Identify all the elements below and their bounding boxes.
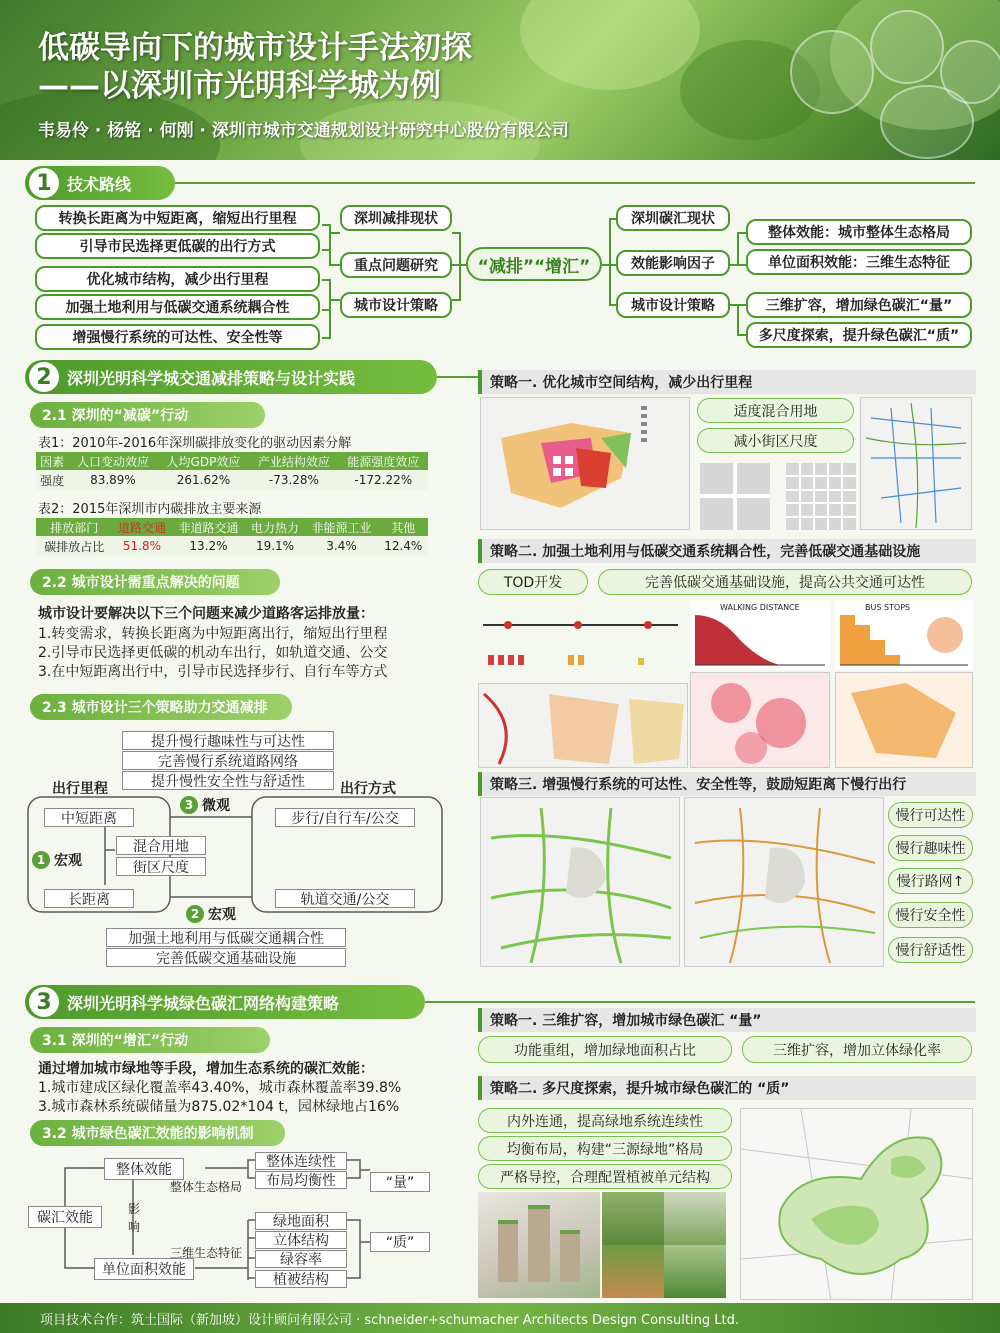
s3-strategy2-tag-1: 内外连通，提高绿地系统连续性 xyxy=(478,1108,732,1133)
unit-item-3: 绿容率 xyxy=(255,1250,347,1268)
table-cell: -172.22% xyxy=(339,470,428,490)
walk-bike-bus-box: 步行/自行车/公交 xyxy=(275,808,415,827)
table-header-cell: 道路交通 xyxy=(112,518,171,536)
roadmap-left-box-5: 增强慢行系统的可达性、安全性等 xyxy=(35,324,320,350)
s3-strategy2-title: 策略二. 多尺度探索，提升城市绿色碳汇的 “质” xyxy=(478,1076,976,1100)
roadmap-mid-left-2: 重点问题研究 xyxy=(340,252,452,278)
table-cell: -73.28% xyxy=(249,470,338,490)
authors: 韦易伶 · 杨铭 · 何刚 · 深圳市城市交通规划设计研究中心股份有限公司 xyxy=(38,121,569,141)
block-scale-box: 街区尺度 xyxy=(116,857,206,876)
green-street-photos xyxy=(602,1192,726,1298)
table-header-cell: 因素 xyxy=(36,452,68,470)
strategy1-tag-block: 减小街区尺度 xyxy=(697,428,854,453)
carbon-sink-root: 碳汇效能 xyxy=(28,1206,102,1228)
walking-heatmap xyxy=(690,672,830,768)
table-header-cell: 排放部门 xyxy=(36,518,112,536)
quality-box: “质” xyxy=(370,1232,430,1252)
small-block-diagram xyxy=(786,463,856,530)
table-header-cell: 产业结构效应 xyxy=(249,452,338,470)
strategy3-title: 策略三. 增强慢行系统的可达性、安全性等，鼓励短距离下慢行出行 xyxy=(478,772,976,796)
subsection-2-1: 2.1 深圳的“减碳”行动 xyxy=(30,402,265,428)
unit-note: 三维生态特征 xyxy=(170,1246,243,1260)
long-distance-box: 长距离 xyxy=(44,889,134,908)
unit-item-4: 植被结构 xyxy=(255,1270,347,1288)
tod-diagram xyxy=(478,600,686,680)
poster-title-line1: 低碳导向下的城市设计手法初探 xyxy=(38,30,472,66)
section-number: 2 xyxy=(29,362,59,392)
s3-point-1: 1.城市建成区绿化覆盖率43.40%，城市森林覆盖率39.8% xyxy=(38,1080,402,1096)
strategy1-title: 策略一. 优化城市空间结构，减少出行里程 xyxy=(478,370,976,394)
slow-traffic-route-map xyxy=(684,797,884,967)
table-cell: 强度 xyxy=(36,470,68,490)
section2-header xyxy=(25,360,437,394)
s3-strategy1-title: 策略一. 三维扩容，增加城市绿色碳汇 “量” xyxy=(478,1008,976,1032)
roadmap-left-box-3: 优化城市结构，减少出行里程 xyxy=(35,266,320,292)
table1-caption: 表1：2010年-2016年深圳碳排放变化的驱动因素分解 xyxy=(38,436,352,451)
s3-strategy2-tag-2: 均衡布局，构建“三源绿地”格局 xyxy=(478,1136,732,1161)
table-cell: 12.4% xyxy=(379,536,428,556)
roadmap-mid-right-1: 深圳碳汇现状 xyxy=(616,205,730,231)
unit-item-2: 立体结构 xyxy=(255,1231,347,1249)
building-greening-render xyxy=(478,1192,600,1298)
section3-header xyxy=(25,985,425,1019)
bus-stops-label: BUS STOPS xyxy=(865,603,911,612)
table-header-cell: 人口变动效应 xyxy=(68,452,157,470)
strategy3-tag-1: 慢行可达性 xyxy=(888,802,973,828)
s3-strategy1-tag-2: 三维扩容，增加立体绿化率 xyxy=(742,1036,972,1063)
section-title: 深圳光明科学城交通减排策略与设计实践 xyxy=(67,368,356,388)
mixed-landuse-box: 混合用地 xyxy=(116,836,206,855)
problem-1: 1.转变需求，转换长距离为中短距离出行，缩短出行里程 xyxy=(38,626,388,642)
table-cell: 19.1% xyxy=(245,536,304,556)
roadmap-right-box-3: 三维扩容，增加绿色碳汇“量” xyxy=(746,292,972,318)
subsection-3-1: 3.1 深圳的“增汇”行动 xyxy=(30,1027,270,1053)
bus-stop-chart xyxy=(835,600,973,670)
header-banner xyxy=(0,0,1000,160)
strategy1-tag-mixed: 适度混合用地 xyxy=(697,398,854,423)
macro1-label xyxy=(32,850,82,870)
strategy3-tag-3: 慢行路网↑ xyxy=(888,868,973,894)
divider xyxy=(425,1001,975,1003)
section-title: 技术路线 xyxy=(67,174,132,194)
strategy2-title: 策略二. 加强土地利用与低碳交通系统耦合性，完善低碳交通基础设施 xyxy=(478,539,976,563)
section-title: 深圳光明科学城绿色碳汇网络构建策略 xyxy=(67,993,340,1013)
table-cell: 261.62% xyxy=(158,470,250,490)
green-network-map xyxy=(740,1108,973,1300)
diagram-top-2: 完善慢行系统道路网络 xyxy=(122,751,334,770)
subsection-2-3: 2.3 城市设计三个策略助力交通减排 xyxy=(30,694,292,720)
whole-item-2: 布局均衡性 xyxy=(255,1171,347,1189)
table1 xyxy=(36,452,428,490)
walking-distance-label: WALKING DISTANCE xyxy=(720,603,800,612)
table-row xyxy=(36,536,428,556)
landuse-map xyxy=(480,397,690,530)
s3-point-2: 3.城市森林系统碳储量为875.02*104 t，园林绿地占16% xyxy=(38,1099,400,1115)
footer: 项目技术合作：筑土国际（新加坡）设计顾问有限公司 · schneider+schumacher Architects Design Consulting Ltd. xyxy=(0,1303,1000,1333)
strategy2-tag-infra: 完善低碳交通基础设施，提高公共交通可达性 xyxy=(598,569,972,595)
section-number: 3 xyxy=(29,987,59,1017)
diagram-bottom-2: 完善低碳交通基础设施 xyxy=(106,948,346,967)
roadmap-right-box-4: 多尺度探索，提升绿色碳汇“质” xyxy=(746,322,972,348)
micro-text: 微观 xyxy=(202,798,230,814)
micro-label xyxy=(180,795,230,815)
roadmap-left-box-1: 转换长距离为中短距离，缩短出行里程 xyxy=(35,205,320,231)
influence-label: 影响 xyxy=(128,1202,141,1234)
table-cell: 碳排放占比 xyxy=(36,536,112,556)
walking-distance-chart xyxy=(690,600,830,670)
tod-maps xyxy=(478,683,688,768)
strategy3-tag-5: 慢行舒适性 xyxy=(888,937,973,963)
whole-efficiency: 整体效能 xyxy=(104,1158,184,1180)
short-distance-box: 中短距离 xyxy=(44,808,134,827)
bus-coverage-map xyxy=(835,672,973,768)
whole-note: 整体生态格局 xyxy=(170,1180,243,1194)
circle-number: 2 xyxy=(186,905,204,923)
quantity-box: “量” xyxy=(370,1172,430,1192)
divider xyxy=(175,182,975,184)
poster-title-line2: ——以深圳市光明科学城为例 xyxy=(38,68,441,104)
diagram-top-1: 提升慢行趣味性与可达性 xyxy=(122,731,334,750)
trip-mileage-label: 出行里程 xyxy=(52,781,108,797)
strategy3-tag-2: 慢行趣味性 xyxy=(888,835,973,861)
circle-number: 1 xyxy=(32,851,50,869)
strategy3-tag-4: 慢行安全性 xyxy=(888,902,973,928)
circle-number: 3 xyxy=(180,796,198,814)
problem-3: 3.在中短距离出行中，引导市民选择步行、自行车等方式 xyxy=(38,664,388,680)
table-header-row xyxy=(36,452,428,470)
table-header-cell: 能源强度效应 xyxy=(339,452,428,470)
table2 xyxy=(36,518,428,556)
unit-item-1: 绿地面积 xyxy=(255,1212,347,1230)
roadmap-mid-right-3: 城市设计策略 xyxy=(616,292,730,318)
s3-intro: 通过增加城市绿地等手段，增加生态系统的碳汇效能： xyxy=(38,1061,374,1077)
diagram-bottom-1: 加强土地利用与低碳交通耦合性 xyxy=(106,928,346,947)
macro1-text: 宏观 xyxy=(54,853,82,869)
slow-traffic-network-map xyxy=(480,797,680,967)
trip-mode-label: 出行方式 xyxy=(340,781,396,797)
table-cell-highlight: 51.8% xyxy=(112,536,171,556)
problems-intro: 城市设计要解决以下三个问题来减少道路客运排放量： xyxy=(38,606,374,622)
problem-2: 2.引导市民选择更低碳的机动车出行，如轨道交通、公交 xyxy=(38,645,388,661)
rail-bus-box: 轨道交通/公交 xyxy=(275,889,415,908)
roadmap-right-box-1: 整体效能：城市整体生态格局 xyxy=(746,219,972,245)
subsection-3-2: 3.2 城市绿色碳汇效能的影响机制 xyxy=(30,1120,285,1146)
section-number: 1 xyxy=(29,168,59,198)
subsection-2-2: 2.2 城市设计需重点解决的问题 xyxy=(30,569,280,595)
roadmap-left-box-2: 引导市民选择更低碳的出行方式 xyxy=(35,233,320,259)
macro2-label xyxy=(186,904,236,924)
table-cell: 13.2% xyxy=(172,536,246,556)
table-header-cell: 其他 xyxy=(379,518,428,536)
whole-item-1: 整体连续性 xyxy=(255,1152,347,1170)
roadmap-mid-left-1: 深圳减排现状 xyxy=(340,205,452,231)
table-header-cell: 人均GDP效应 xyxy=(158,452,250,470)
roadmap-right-box-2: 单位面积效能：三维生态特征 xyxy=(746,249,972,275)
strategy2-tag-tod: TOD开发 xyxy=(478,569,588,595)
large-block-diagram xyxy=(700,463,770,530)
diagram-top-3: 提升慢性安全性与舒适性 xyxy=(122,771,334,790)
unit-efficiency: 单位面积效能 xyxy=(94,1258,194,1280)
table2-caption: 表2：2015年深圳市内碳排放主要来源 xyxy=(38,502,262,517)
macro2-text: 宏观 xyxy=(208,907,236,923)
table-header-cell: 非道路交通 xyxy=(172,518,246,536)
street-grid-map xyxy=(860,397,972,530)
roadmap-center: “减排”“增汇” xyxy=(466,247,602,281)
roadmap-left-box-4: 加强土地利用与低碳交通系统耦合性 xyxy=(35,294,320,320)
s3-strategy1-tag-1: 功能重组，增加绿地面积占比 xyxy=(478,1036,732,1063)
table-row xyxy=(36,470,428,490)
s3-strategy2-tag-3: 严格导控，合理配置植被单元结构 xyxy=(478,1164,732,1189)
table-header-cell: 电力热力 xyxy=(245,518,304,536)
roadmap-mid-left-3: 城市设计策略 xyxy=(340,292,452,318)
table-header-row xyxy=(36,518,428,536)
table-cell: 3.4% xyxy=(305,536,379,556)
table-header-cell: 非能源工业 xyxy=(305,518,379,536)
table-cell: 83.89% xyxy=(68,470,157,490)
roadmap-mid-right-2: 效能影响因子 xyxy=(616,250,730,276)
